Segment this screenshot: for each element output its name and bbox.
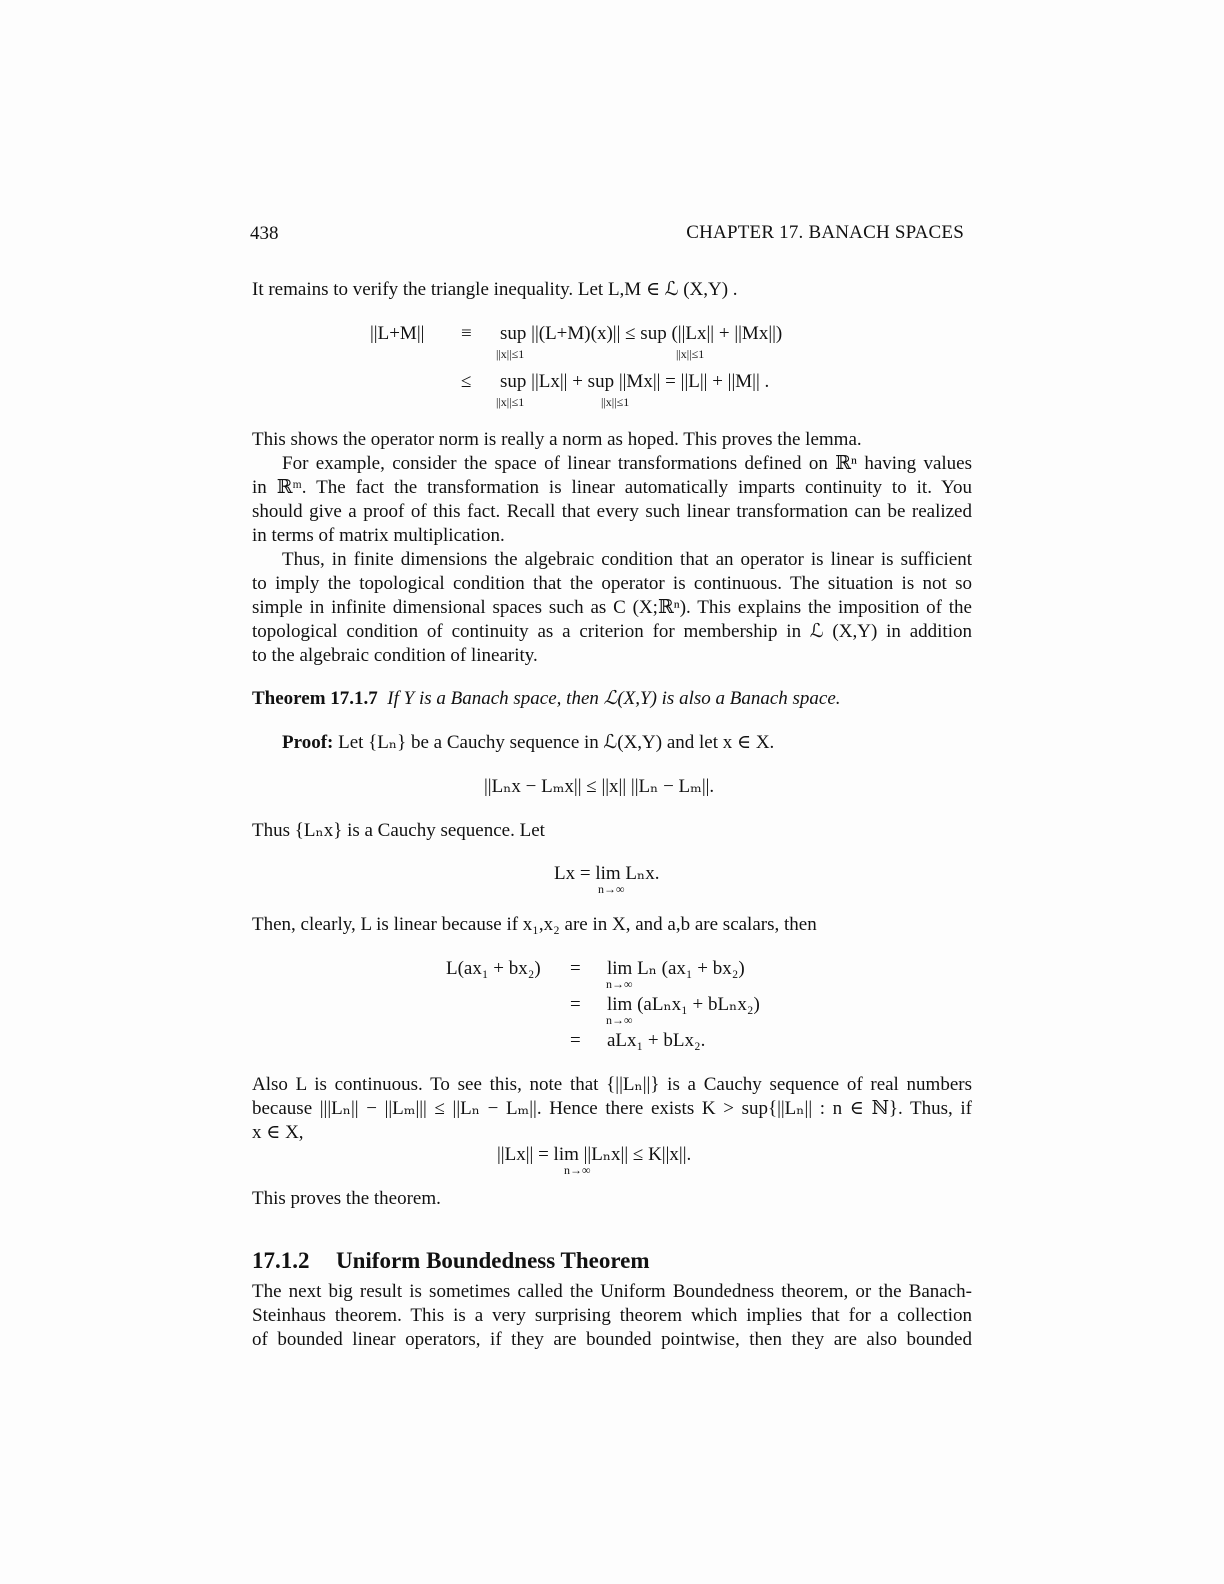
bound-equation: ||Lx|| = lim ||Lₙx|| ≤ K||x||.	[497, 1144, 692, 1165]
triangle-eq-sub-2a: ||x||≤1	[496, 395, 525, 409]
linear-eq-sub-2: n→∞	[606, 1013, 633, 1027]
triangle-eq-rhs-2: sup ||Lx|| + sup ||Mx|| = ||L|| + ||M|| .	[500, 371, 770, 392]
text-line: in terms of matrix multiplication.	[252, 525, 505, 546]
triangle-eq-sub-2b: ||x||≤1	[601, 395, 630, 409]
linear-eq-rhs-1: lim Lₙ (ax₁ + bx₂)	[607, 958, 745, 979]
paragraph-lemma-end	[252, 428, 972, 452]
text-line: to imply the topological condition that the operator is continuous. The situation is not so	[252, 573, 972, 594]
linear-eq-rel-1: =	[570, 958, 581, 979]
text-line: Also L is continuous. To see this, note that {||Lₙ||} is a Cauchy sequence of real numbers	[252, 1074, 972, 1095]
text-line: For example, consider the space of linear transformations defined on ℝⁿ having values	[282, 453, 972, 474]
section-heading	[252, 1248, 650, 1274]
paragraph-example	[252, 452, 972, 548]
intro-line: It remains to verify the triangle inequality. Let L,M ∈ ℒ (X,Y) .	[252, 279, 738, 300]
text-line: of bounded linear operators, if they are bounded pointwise, then they are also bounded	[252, 1329, 972, 1350]
triangle-eq-sub-1a: ||x||≤1	[496, 347, 525, 361]
text-line: x ∈ X,	[252, 1122, 304, 1143]
section-number: 17.1.2	[252, 1248, 310, 1273]
linear-eq-rel-2: =	[570, 994, 581, 1015]
paragraph-uniform-boundedness	[252, 1280, 972, 1352]
thus-line: Thus {Lₙx} is a Cauchy sequence. Let	[252, 820, 545, 841]
text-line: This shows the operator norm is really a norm as hoped. This proves the lemma.	[252, 429, 862, 450]
text-line: Thus, in finite dimensions the algebraic condition that an operator is linear is sufficient	[282, 549, 972, 570]
proof-label: Proof:	[282, 732, 334, 753]
triangle-eq-rel-1: ≡	[461, 323, 472, 344]
text-line: to the algebraic condition of linearity.	[252, 645, 538, 666]
triangle-eq-rel-2: ≤	[461, 371, 472, 392]
linear-eq-rhs-2: lim (aLₙx₁ + bLₙx₂)	[607, 994, 760, 1015]
cauchy-equation: ||Lₙx − Lₘx|| ≤ ||x|| ||Lₙ − Lₘ||.	[484, 776, 715, 797]
theorem-block	[252, 687, 841, 711]
linear-eq-lhs: L(ax₁ + bx₂)	[446, 958, 541, 979]
text-line: should give a proof of this fact. Recall that every such linear transformation can be realized	[252, 501, 972, 522]
text-line: because |||Lₙ|| − ||Lₘ||| ≤ ||Lₙ − Lₘ||. Hence there exists K > sup{||Lₙ|| : n ∈ ℕ}. Thus, if	[252, 1098, 972, 1119]
triangle-eq-lhs: ||L+M||	[370, 323, 425, 344]
text-line: in ℝᵐ. The fact the transformation is linear automatically imparts continuity to it. You	[252, 477, 972, 498]
triangle-eq-sub-1b: ||x||≤1	[676, 347, 705, 361]
theorem-statement: If Y is a Banach space, then ℒ(X,Y) is also a Banach space.	[387, 688, 841, 709]
text-line: topological condition of continuity as a criterion for membership in ℒ (X,Y) in addition	[252, 621, 972, 642]
text-line: The next big result is sometimes called the Uniform Boundedness theorem, or the Banach-	[252, 1281, 972, 1302]
text-line: Steinhaus theorem. This is a very surprising theorem which implies that for a collection	[252, 1305, 972, 1326]
paragraph-continuity	[252, 1073, 972, 1145]
paragraph-finite-dimensions	[252, 548, 972, 668]
running-title: CHAPTER 17. BANACH SPACES	[686, 222, 964, 243]
proves-line: This proves the theorem.	[252, 1188, 441, 1209]
proof-block	[282, 731, 774, 755]
linear-eq-rhs-3: aLx₁ + bLx₂.	[607, 1030, 706, 1051]
bound-equation-sub: n→∞	[564, 1163, 591, 1177]
proof-text: Let {Lₙ} be a Cauchy sequence in ℒ(X,Y) and let x ∈ X.	[338, 732, 775, 753]
theorem-label: Theorem 17.1.7	[252, 688, 378, 709]
triangle-eq-rhs-1: sup ||(L+M)(x)|| ≤ sup (||Lx|| + ||Mx||)	[500, 323, 783, 344]
linear-eq-rel-3: =	[570, 1030, 581, 1051]
limit-equation: Lx = lim Lₙx.	[554, 863, 660, 884]
text-line: simple in infinite dimensional spaces such as C (X;ℝⁿ). This explains the imposition of the	[252, 597, 972, 618]
linear-eq-sub-1: n→∞	[606, 977, 633, 991]
page-number: 438	[250, 223, 279, 244]
section-title: Uniform Boundedness Theorem	[336, 1248, 650, 1273]
then-line: Then, clearly, L is linear because if x₁,x₂ are in X, and a,b are scalars, then	[252, 914, 817, 935]
limit-equation-sub: n→∞	[598, 882, 625, 896]
